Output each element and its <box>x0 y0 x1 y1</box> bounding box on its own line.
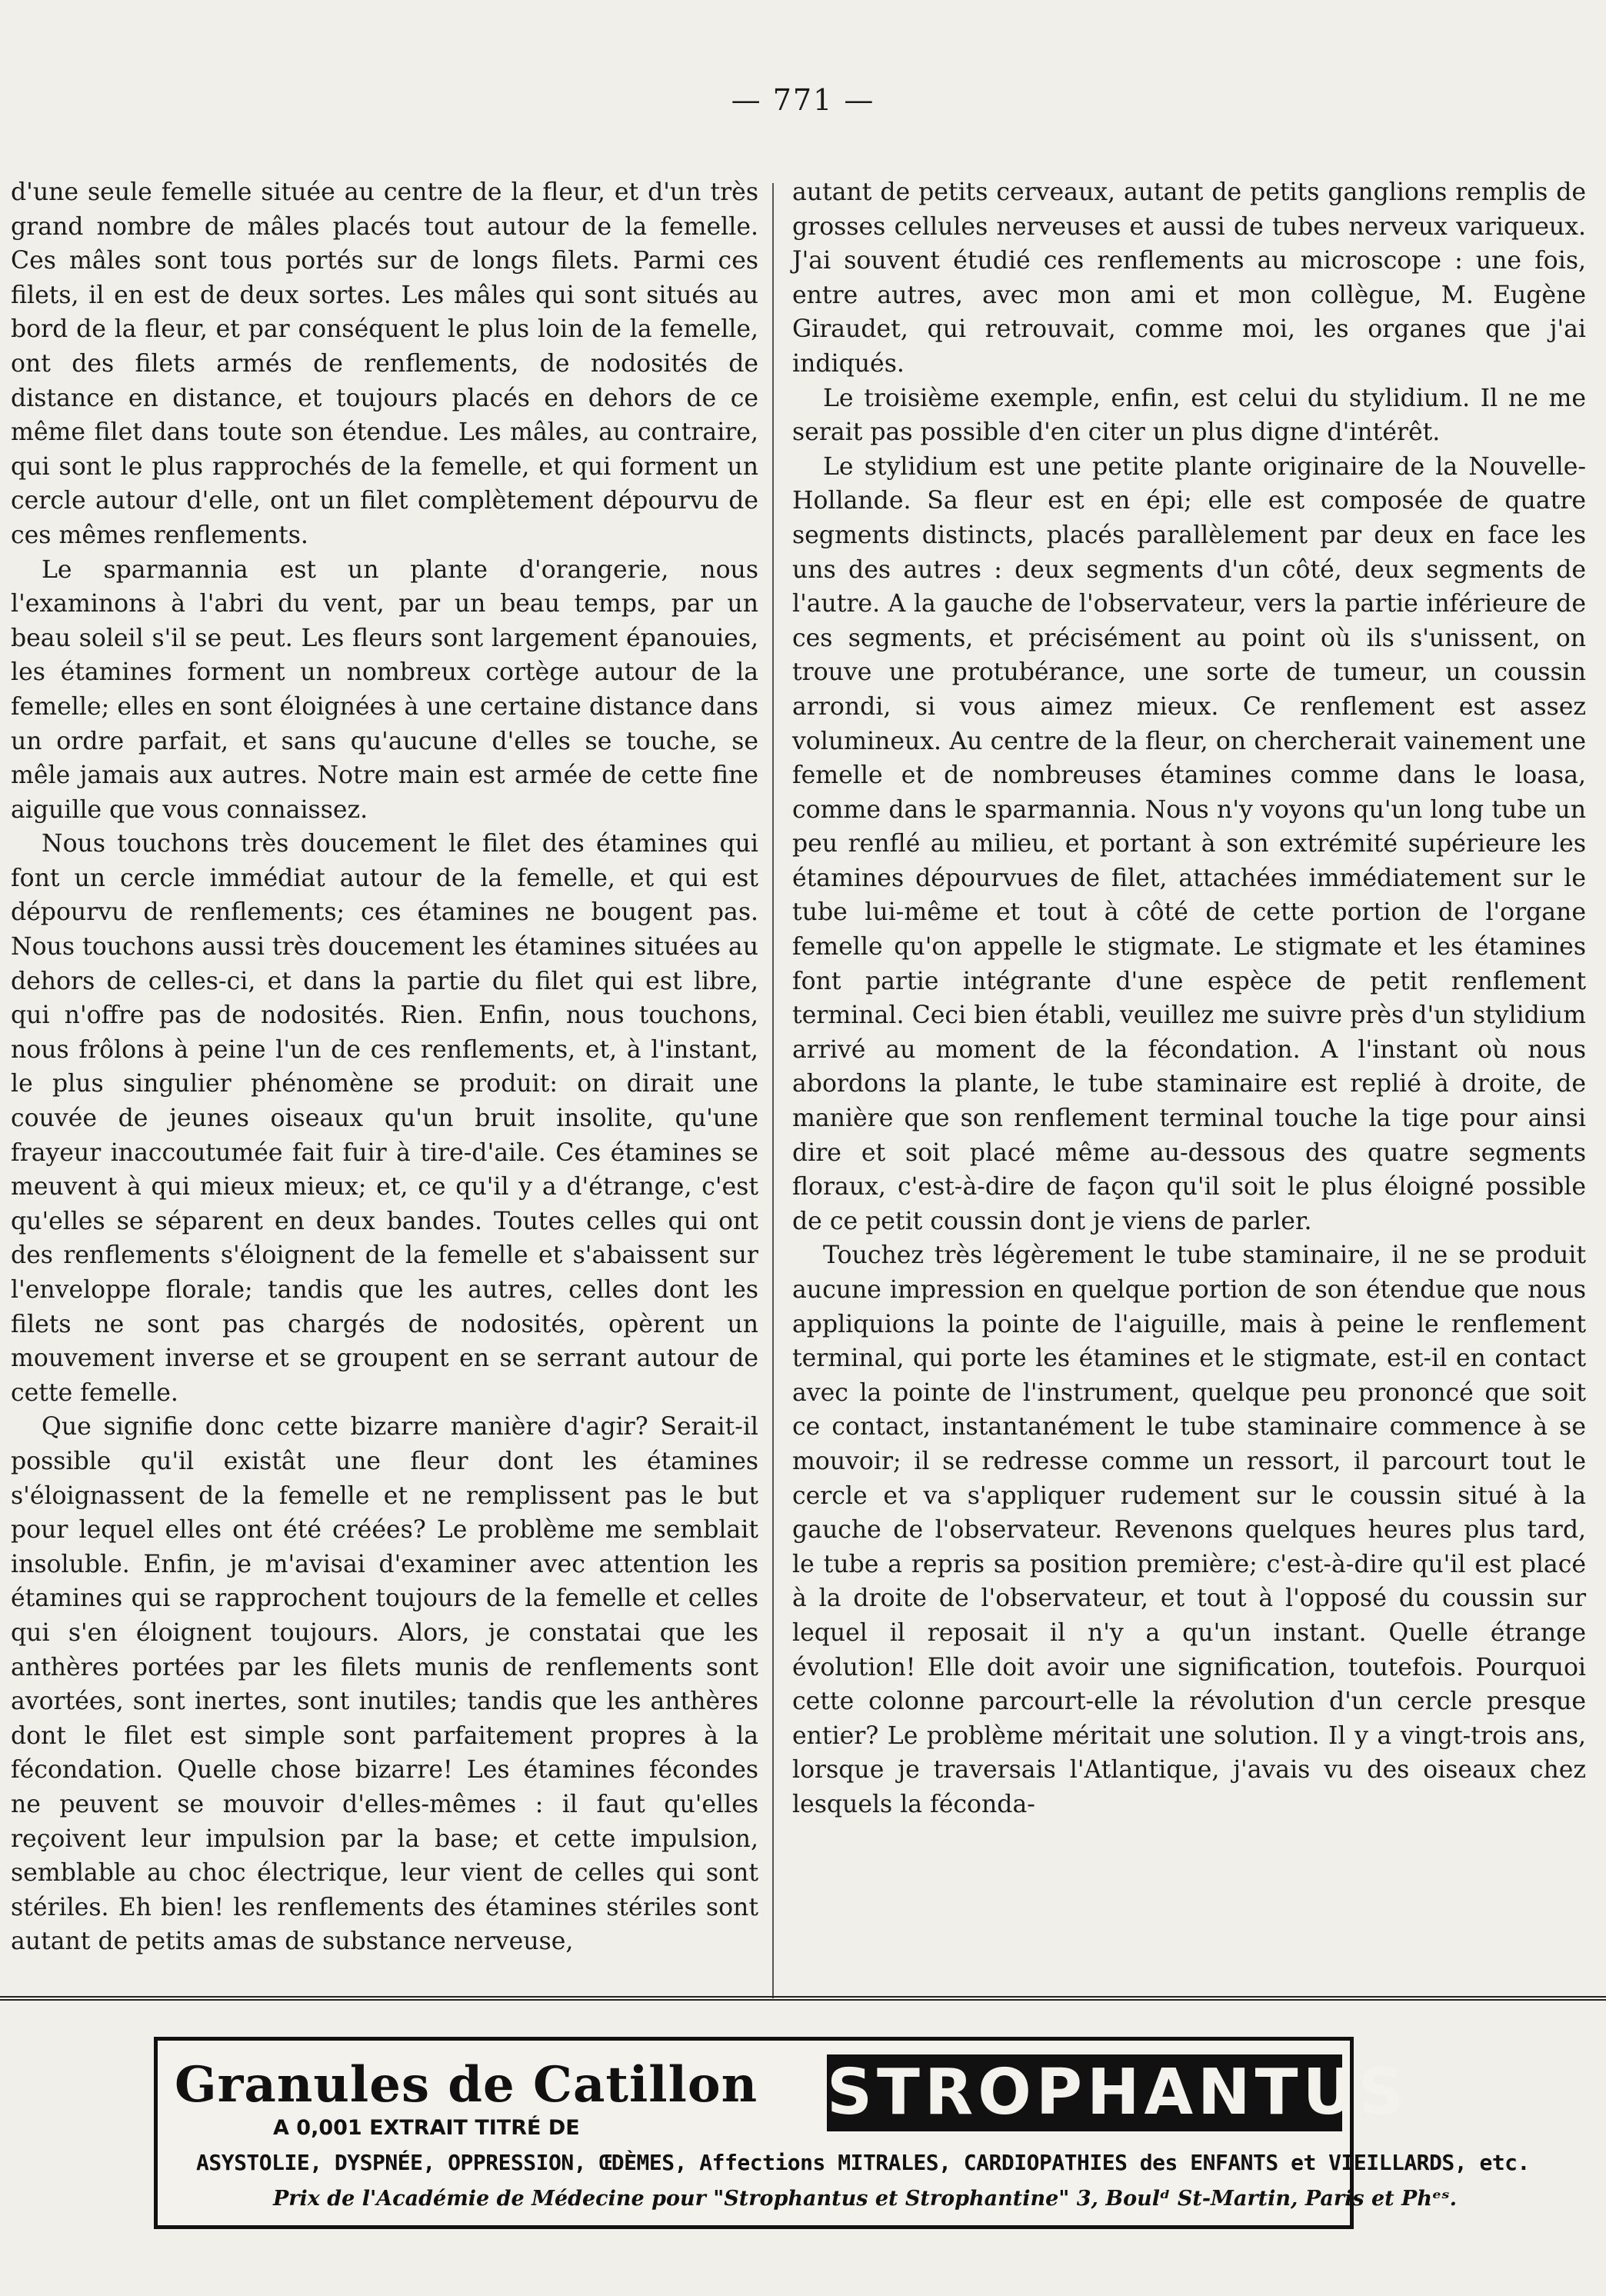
ad-footer: Prix de l'Académie de Médecine pour "Strophantus et Strophantine" 3, Boulᵈ St-Martin, Paris et Phᵉˢ. <box>273 2187 1458 2211</box>
column-divider <box>772 183 774 1998</box>
separator-line <box>0 1996 1606 2001</box>
left-paragraph-3: Nous touchons très doucement le filet des étamines qui font un cercle immédiat autour de la femelle, et qui est dépourvu de renflements; ces étamines ne bougent pas. Nous touchons aussi très doucement les étamines situées au dehors de celles-ci, et dans la partie du filet qui est libre, qui n'offre pas de nodosités. Rien. Enfin, nous touchons, nous frôlons à peine l'un de ces renflements, et, à l'instant, le plus singulier phénomène se produit: on dirait une couvée de jeunes oiseaux qu'un bruit insolite, qu'une frayeur inaccoutumée fait fuir à tire-d'aile. Ces étamines se meuvent à qui mieux mieux; et, ce qu'il y a d'étrange, c'est qu'elles se séparent en deux bandes. Toutes celles qui ont des renflements s'éloignent de la femelle et s'abaissent sur l'enveloppe florale; tandis que les autres, celles dont les filets ne sont pas chargés de nodosités, opèrent un mouvement inverse et se groupent en se serrant autour de cette femelle. <box>11 830 758 1407</box>
ad-banner: STROPHANTUS <box>827 2054 1342 2131</box>
page-number: — 771 — <box>731 83 875 117</box>
left-paragraph-2: Le sparmannia est un plante d'orangerie, nous l'examinons à l'abri du vent, par un beau temps, par un beau soleil s'il se peut. Les fleurs sont largement épanouies, les étamines forment un nombreux cortège autour de la femelle; elles en sont éloignées à une certaine distance dans un ordre parfait, et sans qu'aucune d'elles se touche, se mêle jamais aux autres. Notre main est armée de cette fine aiguille que vous connaissez. <box>11 555 758 824</box>
left-paragraph-1: d'une seule femelle située au centre de la fleur, et d'un très grand nombre de mâles placés tout autour de la femelle. Ces mâles sont tous portés sur de longs filets. Parmi ces filets, il en est de deux sortes. Les mâles qui sont situés au bord de la fleur, et par conséquent le plus loin de la femelle, ont des filets armés de renflements, de nodosités de distance en distance, et toujours placés en dehors de ce même filet dans toute son étendue. Les mâles, au contraire, qui sont le plus rapprochés de la femelle, et qui forment un cercle autour d'elle, ont un filet complètement dépourvu de ces mêmes renflements. <box>11 178 758 549</box>
left-column <box>11 175 758 1959</box>
advertisement <box>154 2037 1530 2229</box>
ad-indications: ASYSTOLIE, DYSPNÉE, OPPRESSION, ŒDÈMES, Affections MITRALES, CARDIOPATHIES des ENFANTS et VIEILLARDS, etc. <box>196 2150 1530 2175</box>
ad-brand: Granules de Catillon <box>175 2056 758 2114</box>
right-paragraph-2: Le troisième exemple, enfin, est celui du stylidium. Il ne me serait pas possible d'en citer un plus digne d'intérêt. <box>792 384 1586 447</box>
right-paragraph-3: Le stylidium est une petite plante originaire de la Nouvelle-Hollande. Sa fleur est en épi; elle est composée de quatre segments distincts, placés parallèlement par deux en face les uns des autres : deux segments d'un côté, deux segments de l'autre. A la gauche de l'observateur, vers la partie inférieure de ces segments, et précisément au point où ils s'unissent, on trouve une protubérance, une sorte de tumeur, un coussin arrondi, si vous aimez mieux. Ce renflement est assez volumineux. Au centre de la fleur, on chercherait vainement une femelle et de nombreuses étamines comme dans le loasa, comme dans le sparmannia. Nous n'y voyons qu'un long tube un peu renflé au milieu, et portant à son extrémité supérieure les étamines dépourvues de filet, attachées immédiatement sur le tube lui-même et tout à côté de cette portion de l'organe femelle qu'on appelle le stigmate. Le stigmate et les étamines font partie intégrante d'une espèce de petit renflement terminal. Ceci bien établi, veuillez me suivre près d'un stylidium arrivé au moment de la fécondation. A l'instant où nous abordons la plante, le tube staminaire est replié à droite, de manière que son renflement terminal touche la tige pour ainsi dire et soit placé même au-dessous des quatre segments floraux, c'est-à-dire de façon qu'il soit le plus éloigné possible de ce petit coussin dont je viens de parler. <box>792 452 1586 1235</box>
right-column <box>792 175 1586 1822</box>
left-paragraph-4: Que signifie donc cette bizarre manière d'agir? Serait-il possible qu'il existât une fleur dont les étamines s'éloignassent de la femelle et ne remplissent pas le but pour lequel elles ont été créées? Le problème me semblait insoluble. Enfin, je m'avisai d'examiner avec attention les étamines qui se rapprochent toujours de la femelle et celles qui s'en éloignent toujours. Alors, je constatai que les anthères portées par les filets munis de renflements sont avortées, sont inertes, sont inutiles; tandis que les anthères dont le filet est simple sont parfaitement propres à la fécondation. Quelle chose bizarre! Les étamines fécondes ne peuvent se mouvoir d'elles-mêmes : il faut qu'elles reçoivent leur impulsion par la base; et cette impulsion, semblable au choc électrique, leur vient de celles qui sont stériles. Eh bien! les renflements des étamines stériles sont autant de petits amas de substance nerveuse, <box>11 1413 758 1956</box>
right-paragraph-4: Touchez très légèrement le tube staminaire, il ne se produit aucune impression en quelque portion de son étendue que nous appliquions la pointe de l'aiguille, mais à peine le renflement terminal, qui porte les étamines et le stigmate, est-il en contact avec la pointe de l'instrument, quelque peu prononcé que soit ce contact, instantanément le tube staminaire commence à se mouvoir; il se redresse comme un ressort, il parcourt tout le cercle et va s'appliquer rudement sur le coussin situé à la gauche de l'observateur. Revenons quelques heures plus tard, le tube a repris sa position première; c'est-à-dire qu'il est placé à la droite de l'observateur, et tout à l'opposé du coussin sur lequel il reposait il n'y a qu'un instant. Quelle étrange évolution! Elle doit avoir une signification, toutefois. Pourquoi cette colonne parcourt-elle la révolution d'un cercle presque entier? Le problème méritait une solution. Il y a vingt-trois ans, lorsque je traversais l'Atlantique, j'avais vu des oiseaux chez lesquels la féconda- <box>792 1241 1586 1818</box>
ad-dose: A 0,001 EXTRAIT TITRÉ DE <box>273 2116 580 2140</box>
right-paragraph-1: autant de petits cerveaux, autant de petits ganglions remplis de grosses cellules nerveuses et aussi de tubes nerveux variqueux. J'ai souvent étudié ces renflements au microscope : une fois, entre autres, avec mon ami et mon collègue, M. Eugène Giraudet, qui retrouvait, comme moi, les organes que j'ai indiqués. <box>792 178 1586 378</box>
